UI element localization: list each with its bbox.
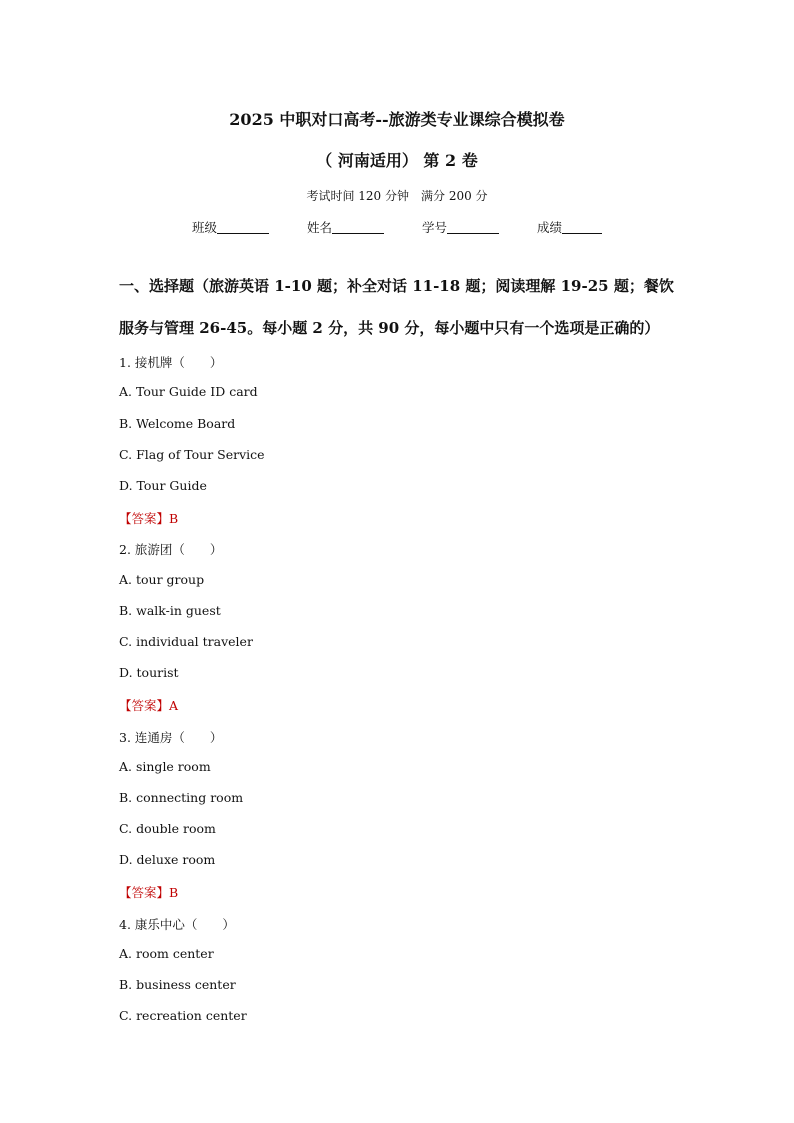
question-3-stem: 3. 连通房（ ） [119,730,223,745]
question-3-option-d: D. deluxe room [119,852,216,867]
score-blank [562,221,602,234]
class-field: 班级 [192,218,269,236]
question-4-option-a: A. room center [119,946,214,961]
question-1-option-a: A. Tour Guide ID card [119,384,258,399]
question-1-stem: 1. 接机牌（ ） [119,355,223,370]
section-heading-line-1: 一、选择题（旅游英语 1-10 题；补全对话 11-18 题；阅读理解 19-25 题；餐饮 [119,277,674,295]
question-2-option-b: B. walk-in guest [119,603,221,618]
question-1-option-b: B. Welcome Board [119,416,236,431]
question-1-option-c: C. Flag of Tour Service [119,447,265,462]
class-blank [217,221,269,234]
student-id-blank [447,221,499,234]
question-1-answer: 【答案】B [119,511,179,526]
student-info-fields [0,218,794,236]
question-2-option-d: D. tourist [119,665,179,680]
section-heading-line-2: 服务与管理 26-45。每小题 2 分，共 90 分，每小题中只有一个选项是正确的） [119,319,660,337]
question-4-option-b: B. business center [119,977,236,992]
question-2-stem: 2. 旅游团（ ） [119,542,223,557]
question-3-option-c: C. double room [119,821,216,836]
question-4-option-c: C. recreation center [119,1008,247,1023]
question-3-answer: 【答案】B [119,885,179,900]
name-blank [332,221,384,234]
question-1-option-d: D. Tour Guide [119,478,207,493]
score-field: 成绩 [537,218,602,236]
question-2-answer: 【答案】A [119,698,179,713]
exam-subtitle: （ 河南适用） 第 2 卷 [316,151,478,170]
exam-meta [0,187,794,204]
question-2-option-c: C. individual traveler [119,634,253,649]
full-score: 满分 200 分 [421,189,488,203]
question-3-option-a: A. single room [119,759,211,774]
question-3-option-b: B. connecting room [119,790,244,805]
exam-title: 2025 中职对口高考--旅游类专业课综合模拟卷 [229,110,565,129]
student-id-field: 学号 [422,218,499,236]
name-field: 姓名 [307,218,384,236]
question-4-stem: 4. 康乐中心（ ） [119,917,235,932]
question-2-option-a: A. tour group [119,572,205,587]
exam-time: 考试时间 120 分钟 [306,189,409,203]
